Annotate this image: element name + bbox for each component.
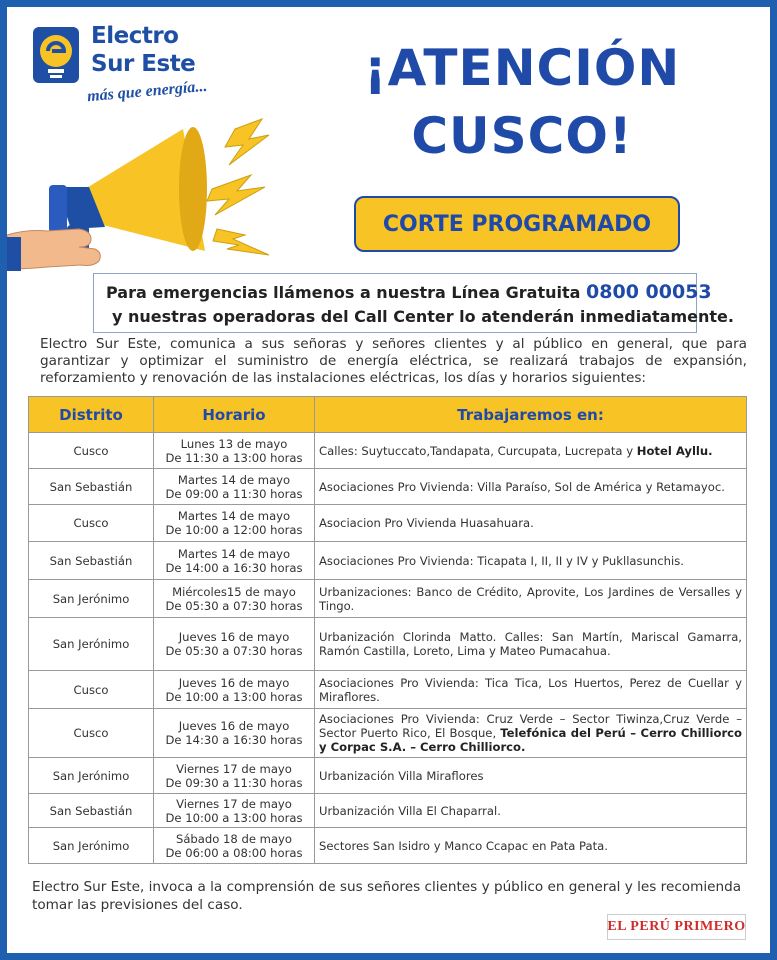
schedule-day: Martes 14 de mayo: [177, 509, 291, 523]
megaphone-icon: [7, 117, 297, 277]
location-text: Asociaciones Pro Vivienda: Tica Tica, Los Huertos, Perez de Cuellar y Miraflores.: [319, 675, 742, 704]
location-cell: [315, 671, 747, 709]
header-location: Trabajaremos en:: [315, 397, 747, 433]
district-cell: San Jerónimo: [29, 758, 154, 794]
schedule-cell: [154, 505, 315, 542]
scheduled-outage-badge: [354, 196, 680, 252]
location-text: Sectores San Isidro y Manco Ccapac en Pata Pata.: [319, 838, 608, 853]
schedule-cell: [154, 618, 315, 671]
location-cell: [315, 758, 747, 794]
location-cell: [315, 618, 747, 671]
table-row: [29, 580, 747, 618]
table-row: [29, 618, 747, 671]
table-row: [29, 542, 747, 580]
schedule-time: De 10:00 a 13:00 horas: [165, 810, 303, 825]
location-highlight: Telefónica del Perú – Cerro Chilliorco y Corpac S.A. – Cerro Chilliorco.: [319, 726, 743, 754]
schedule-cell: [154, 542, 315, 580]
schedule-day: Lunes 13 de mayo: [180, 436, 288, 451]
location-cell: [315, 709, 747, 758]
location-text: Urbanización Villa El Chaparral.: [319, 803, 501, 818]
schedule-time: De 09:00 a 11:30 horas: [165, 486, 303, 501]
schedule-time: De 05:30 a 07:30 horas: [165, 598, 303, 613]
schedule-table: [28, 396, 747, 864]
schedule-time: De 10:00 a 12:00 horas: [165, 523, 303, 537]
schedule-day: Viernes 17 de mayo: [176, 796, 292, 811]
district-cell: San Sebastián: [29, 542, 154, 580]
table-row: [29, 709, 747, 758]
district-cell: Cusco: [29, 505, 154, 542]
district-cell: San Jerónimo: [29, 580, 154, 618]
location-text: Urbanización Villa Miraflores: [319, 768, 484, 783]
schedule-cell: [154, 828, 315, 864]
footer-paragraph: Electro Sur Este, invoca a la comprensión de sus señores clientes y público en general y les recomienda tomar las previsiones del caso.: [32, 879, 742, 913]
location-cell: [315, 433, 747, 469]
schedule-cell: [154, 709, 315, 758]
schedule-time: De 14:30 a 16:30 horas: [165, 733, 303, 747]
schedule-cell: [154, 671, 315, 709]
schedule-cell: [154, 794, 315, 828]
schedule-time: De 05:30 a 07:30 horas: [165, 644, 303, 658]
schedule-day: Sábado 18 de mayo: [175, 831, 293, 846]
schedule-cell: [154, 758, 315, 794]
badge-label: CORTE PROGRAMADO: [382, 211, 652, 237]
schedule-day: Jueves 16 de mayo: [178, 719, 290, 733]
emergency-phone: 0800 00053: [586, 281, 712, 303]
location-cell: [315, 580, 747, 618]
location-cell: [315, 828, 747, 864]
schedule-cell: [154, 433, 315, 469]
location-cell: [315, 469, 747, 505]
notice-poster: [7, 7, 770, 953]
schedule-day: Jueves 16 de mayo: [178, 675, 290, 690]
header-district: Distrito: [29, 397, 154, 433]
schedule-day: Martes 14 de mayo: [177, 546, 291, 561]
location-text: Asociaciones Pro Vivienda: Ticapata I, II, II y IV y Pukllasunchis.: [319, 553, 684, 568]
logo-line-1: Electro: [91, 23, 179, 49]
district-cell: Cusco: [29, 433, 154, 469]
location-highlight: Hotel Ayllu.: [636, 443, 713, 458]
schedule-cell: [154, 469, 315, 505]
district-cell: Cusco: [29, 709, 154, 758]
district-cell: San Jerónimo: [29, 618, 154, 671]
district-cell: San Sebastián: [29, 794, 154, 828]
table-row: [29, 505, 747, 542]
brand-text: EL PERÚ PRIMERO: [607, 919, 746, 934]
table-row: [29, 828, 747, 864]
schedule-time: De 11:30 a 13:00 horas: [165, 450, 303, 465]
location-text: Asociacion Pro Vivienda Huasahuara.: [319, 516, 534, 530]
location-text: Urbanización Clorinda Matto. Calles: San Martín, Mariscal Gamarra, Ramón Castilla, Loreto, Lima y Mateo Pumacahua.: [319, 630, 742, 658]
location-cell: [315, 505, 747, 542]
table-row: [29, 671, 747, 709]
schedule-time: De 10:00 a 13:00 horas: [165, 689, 303, 704]
location-text: Asociaciones Pro Vivienda: Villa Paraíso, Sol de América y Retamayoc.: [319, 479, 725, 494]
electro-logo-icon: [31, 25, 81, 85]
location-text: Calles: Suytuccato,Tandapata, Curcupata, Lucrepata y: [319, 443, 634, 458]
emergency-box: [93, 273, 734, 333]
logo-tagline: más que energía...: [86, 77, 208, 106]
schedule-day: Viernes 17 de mayo: [176, 761, 292, 776]
table-row: [29, 758, 747, 794]
table-header-row: [29, 397, 747, 433]
brand-logo: [607, 914, 746, 940]
company-logo: [25, 17, 265, 127]
schedule-cell: [154, 580, 315, 618]
table-row: [29, 469, 747, 505]
table-row: [29, 433, 747, 469]
headline-line-1: ¡ATENCIÓN: [363, 39, 681, 97]
header-schedule: Horario: [154, 397, 315, 433]
schedule-time: De 14:00 a 16:30 horas: [165, 560, 303, 575]
district-cell: Cusco: [29, 671, 154, 709]
location-text: Urbanizaciones: Banco de Crédito, Aprovite, Los Jardines de Versalles y Tingo.: [319, 584, 742, 613]
schedule-time: De 06:00 a 08:00 horas: [165, 845, 303, 860]
emergency-line-1: [106, 281, 712, 303]
headline-line-2: CUSCO!: [411, 107, 633, 165]
schedule-time: De 09:30 a 11:30 horas: [165, 775, 303, 790]
logo-line-2: Sur Este: [91, 51, 196, 77]
intro-paragraph: Electro Sur Este, comunica a sus señoras y señores clientes y al público en general, que para garantizar y optimizar el suministro de energía eléctrica, se realizará trabajos de expansión, reforzamiento y renovación de las instalaciones eléctricas, los días y horarios siguientes:: [40, 336, 747, 386]
district-cell: San Jerónimo: [29, 828, 154, 864]
location-cell: [315, 794, 747, 828]
emergency-text: Para emergencias llámenos a nuestra Línea Gratuita: [106, 283, 581, 302]
location-cell: [315, 542, 747, 580]
emergency-line-2: y nuestras operadoras del Call Center lo atenderán inmediatamente.: [112, 307, 734, 326]
location-text: Asociaciones Pro Vivienda: Cruz Verde – Sector Tiwinza,Cruz Verde – Sector Puerto Rico, El Bosque,: [319, 712, 742, 740]
schedule-day: Martes 14 de mayo: [177, 472, 291, 487]
district-cell: San Sebastián: [29, 469, 154, 505]
schedule-day: Jueves 16 de mayo: [178, 630, 290, 644]
table-row: [29, 794, 747, 828]
schedule-day: Miércoles15 de mayo: [172, 584, 296, 599]
